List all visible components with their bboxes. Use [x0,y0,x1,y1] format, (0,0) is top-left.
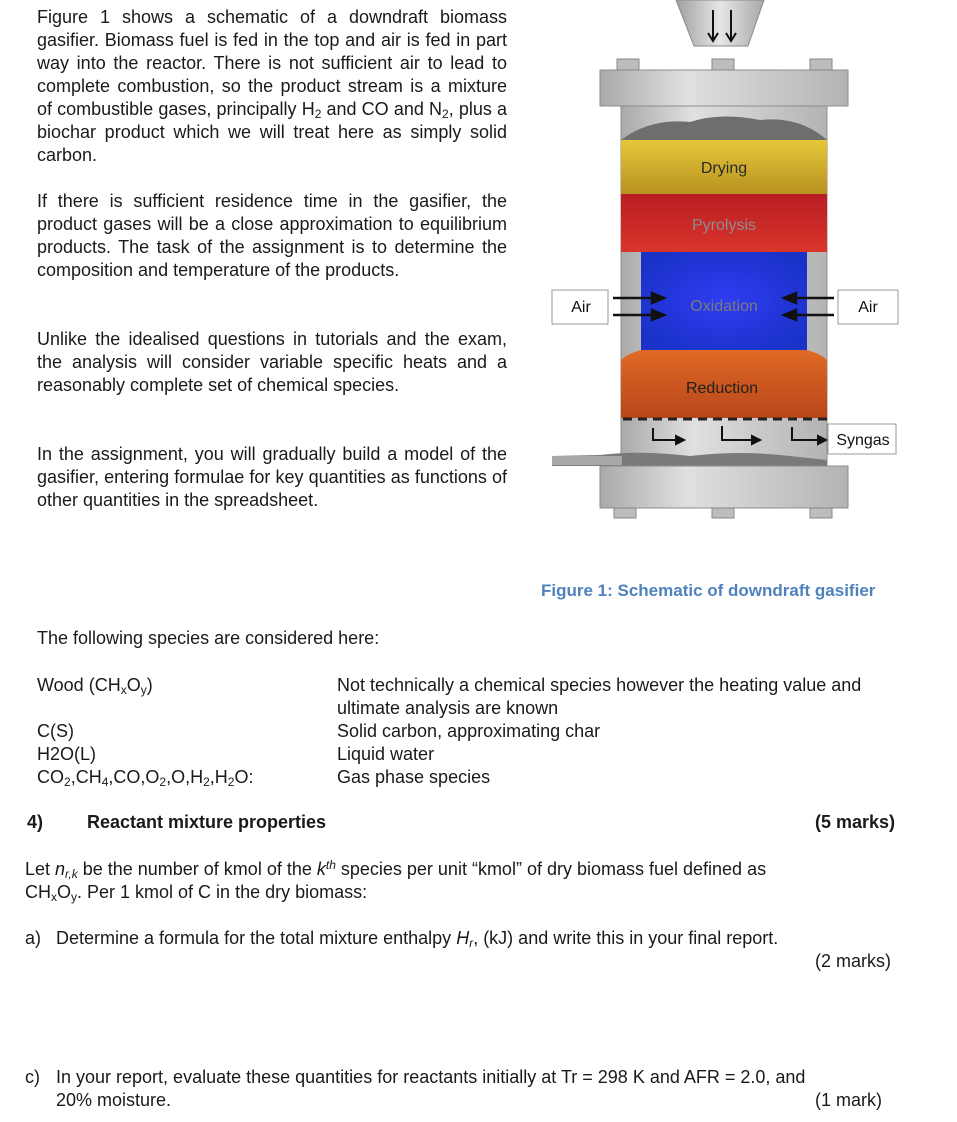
bolt-icon [617,59,639,70]
intro-paragraph-4: In the assignment, you will gradually build a model of the gasifier, entering formulae for key quantities as functions of other quantities in the spreadsheet. [37,444,507,510]
species-wood-label: Wood $(CH_xO_y)$ [37,675,153,697]
gasifier-schematic [545,0,905,530]
part-a-label: a) [25,928,42,948]
zone-label-reduction: Reduction [685,380,759,397]
air-right-label: Air [858,299,878,316]
top-flange [600,70,848,106]
part-c-line2: 20% moisture. [56,1090,172,1110]
species-intro: The following species are considered here: [37,628,380,648]
bolt-icon [712,59,734,70]
question-intro: Let $n_{r,k}$ be the number of kmol of the $k^{th}$ species per unit “kmol” of dry biomass fuel defined as $CH_xO_y$. Per 1 kmol of C in the dry biomass: [25,858,767,904]
air-left-label: Air [571,299,591,316]
part-a-text: Determine a formula for the total mixture enthalpy $H_r$, (kJ) and write this in your final report. [56,928,779,950]
zone-label-pyrolysis: Pyrolysis [691,217,757,234]
figure-caption: Figure 1: Schematic of downdraft gasifier [541,581,876,600]
feed-hopper [676,0,764,46]
species-carbon-label: C(S) [37,721,74,741]
zone-label-drying: Drying [700,160,748,177]
question-title: Reactant mixture properties [87,812,327,832]
species-water-desc: Liquid water [337,744,435,764]
part-c-marks: (1 mark) [815,1090,882,1110]
species-gas-label: $CO_2,CH_4,CO,O_2,O,H_2,H_2O$: [37,767,254,789]
part-c-line1: In your report, evaluate these quantities for reactants initially at Tr = 298 K and AFR = 2.0, and [56,1067,806,1087]
species-gas-desc: Gas phase species [337,767,491,787]
question-number: 4) [27,812,44,832]
part-a-marks: (2 marks) [815,951,891,971]
bottom-flange [600,466,848,508]
species-water-label: H2O(L) [37,744,97,764]
intro-paragraph-1: Figure 1 shows a schematic of a downdraft biomass gasifier. Biomass fuel is fed in the top and air is fed in part way into the reactor. There is not sufficient air to lead to complete combustion, so the product stream is a mixture of combustible gases, principally $H_2$ and CO and $N_2$, plus a biochar product which we will treat here as simply solid carbon. [37,7,507,165]
question-marks: (5 marks) [814,812,895,832]
part-c-label: c) [25,1067,40,1087]
bolt-icon [810,508,832,518]
intro-paragraph-2: If there is sufficient residence time in the gasifier, the product gases will be a close approximation to equilibrium products. The task of the assignment is to determine the composition and temperature of the products. [37,191,507,280]
zone-label-oxidation: Oxidation [690,298,758,315]
bolt-icon [614,508,636,518]
species-carbon-desc: Solid carbon, approximating char [337,721,601,741]
species-wood-desc: Not technically a chemical species however the heating value and ultimate analysis are known [337,675,862,718]
intro-paragraph-3: Unlike the idealised questions in tutorials and the exam, the analysis will consider variable specific heats and a reasonably complete set of chemical species. [37,329,507,395]
syngas-label: Syngas [836,432,890,449]
bolt-icon [712,508,734,518]
bolt-icon [810,59,832,70]
